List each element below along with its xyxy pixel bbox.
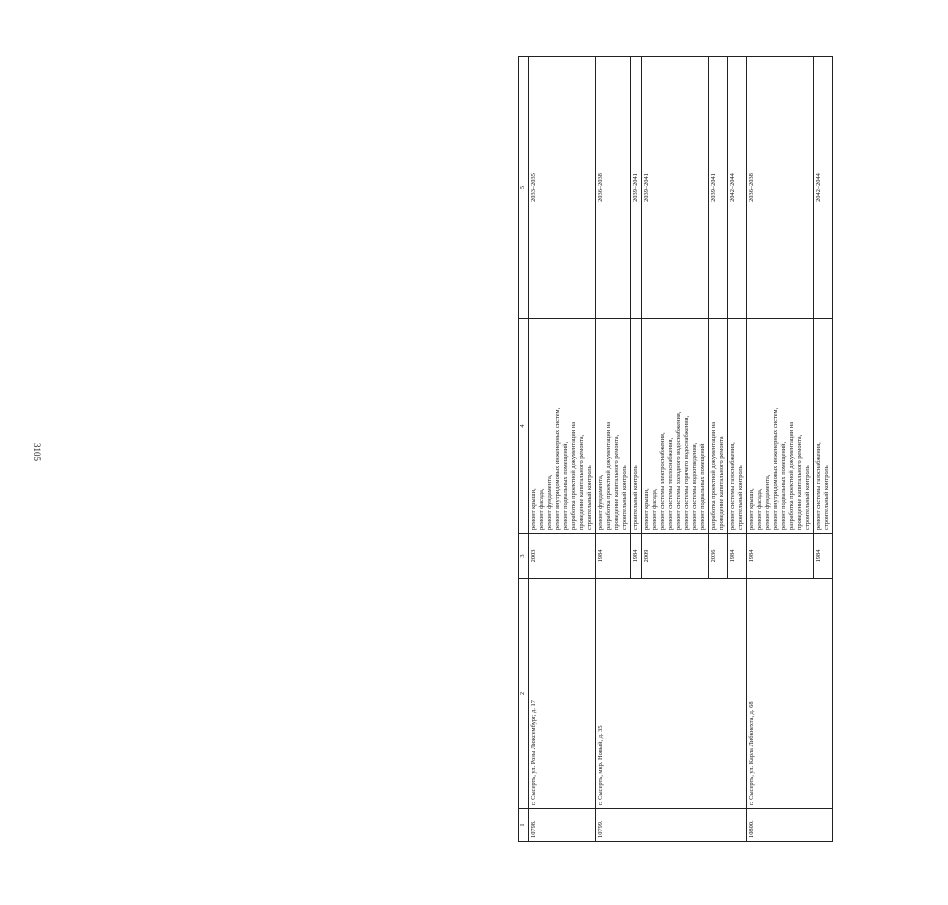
work-item: ремонт подвальных помещений, <box>780 441 787 530</box>
work-item: ремонт подвальных помещений <box>699 443 706 530</box>
work-item: разработка проектной документации на <box>710 421 717 530</box>
year-value: 2036 <box>709 534 728 579</box>
header-col-3: 3 <box>519 534 529 579</box>
work-item: ремонт фундамента, <box>546 474 553 530</box>
work-item: строительный контроль <box>586 465 593 530</box>
work-item: ремонт системы водоотведения, <box>691 442 698 530</box>
planned-period: 2036–2038 <box>596 57 631 319</box>
work-item: разработка проектной документации на <box>570 421 577 530</box>
work-types <box>709 319 728 534</box>
year-value: 1984 <box>728 534 747 579</box>
year-value: 1984 <box>747 534 814 579</box>
table-body <box>529 57 833 842</box>
work-item: ремонт фасада, <box>651 488 658 530</box>
work-types <box>747 319 814 534</box>
work-item: строительный контроль <box>621 465 628 530</box>
header-col-1: 1 <box>519 809 529 842</box>
work-item: ремонт системы газоснабжения, <box>729 442 736 530</box>
work-item: ремонт фасада, <box>756 488 763 530</box>
work-item: разработка проектной документации на <box>788 421 795 530</box>
work-types <box>728 319 747 534</box>
planned-period: 2042–2044 <box>728 57 747 319</box>
page-number: 3105 <box>32 443 42 461</box>
work-item: ремонт крыши, <box>530 488 537 530</box>
work-item: строительный контроль <box>823 465 830 530</box>
work-item: ремонт фундамента, <box>764 474 771 530</box>
work-types <box>596 319 631 534</box>
work-item: проведение капитального ремонта <box>718 436 725 530</box>
header-col-5: 5 <box>519 57 529 319</box>
header-col-4: 4 <box>519 319 529 534</box>
repair-schedule-table <box>518 56 833 842</box>
building-address: г. Сысерть, ул. Карла Либкнехта, д. 68 <box>747 579 833 809</box>
header-col-2: 2 <box>519 579 529 809</box>
table-row <box>596 57 631 842</box>
planned-period: 2033–2035 <box>529 57 596 319</box>
planned-period: 2036–2038 <box>747 57 814 319</box>
work-item: ремонт подвальных помещений, <box>562 441 569 530</box>
building-address: г. Сысерть, мкр. Новый, д. 35 <box>596 579 747 809</box>
planned-period: 2039–2041 <box>709 57 728 319</box>
year-value: 1984 <box>814 534 833 579</box>
planned-period: 2042–2044 <box>814 57 833 319</box>
table-row <box>529 57 596 842</box>
rotated-page-content <box>518 82 948 842</box>
work-item: разработка проектной документации на <box>605 421 612 530</box>
work-item: ремонт фасада, <box>538 488 545 530</box>
work-types <box>814 319 833 534</box>
row-number: 10798. <box>529 809 596 842</box>
work-item: проведение капитального ремонта, <box>796 434 803 530</box>
work-item: ремонт внутридомовых инженерных систем, <box>772 407 779 530</box>
year-value: 1984 <box>631 534 642 579</box>
work-types <box>631 319 642 534</box>
work-item: ремонт фундамента, <box>597 474 604 530</box>
row-number: 10800. <box>747 809 833 842</box>
planned-period: 2039–2041 <box>631 57 642 319</box>
planned-period: 2039–2041 <box>642 57 709 319</box>
work-item: ремонт системы холодного водоснабжения, <box>675 411 682 530</box>
header-row <box>519 57 529 842</box>
work-item: проведение капитального ремонта, <box>613 434 620 530</box>
year-value: 2003 <box>529 534 596 579</box>
work-item: ремонт крыши, <box>643 488 650 530</box>
work-item: ремонт системы горячего водоснабжения, <box>683 415 690 530</box>
work-item: строительный контроль <box>737 465 744 530</box>
work-types <box>529 319 596 534</box>
building-address: г. Сысерть, ул. Розы Люксембург, д. 17 <box>529 579 596 809</box>
work-item: проведение капитального ремонта, <box>578 434 585 530</box>
year-value: 2009 <box>642 534 709 579</box>
work-item: ремонт системы теплоснабжения, <box>667 437 674 530</box>
work-item: строительный контроль <box>804 465 811 530</box>
row-number: 10799. <box>596 809 747 842</box>
work-types <box>642 319 709 534</box>
table-row <box>747 57 814 842</box>
work-item: ремонт крыши, <box>748 488 755 530</box>
work-item: ремонт системы газоснабжения, <box>815 442 822 530</box>
work-item: ремонт системы электроснабжения, <box>659 432 666 530</box>
year-value: 1984 <box>596 534 631 579</box>
work-item: строительный контроль <box>632 465 639 530</box>
work-item: ремонт внутридомовых инженерных систем, <box>554 407 561 530</box>
